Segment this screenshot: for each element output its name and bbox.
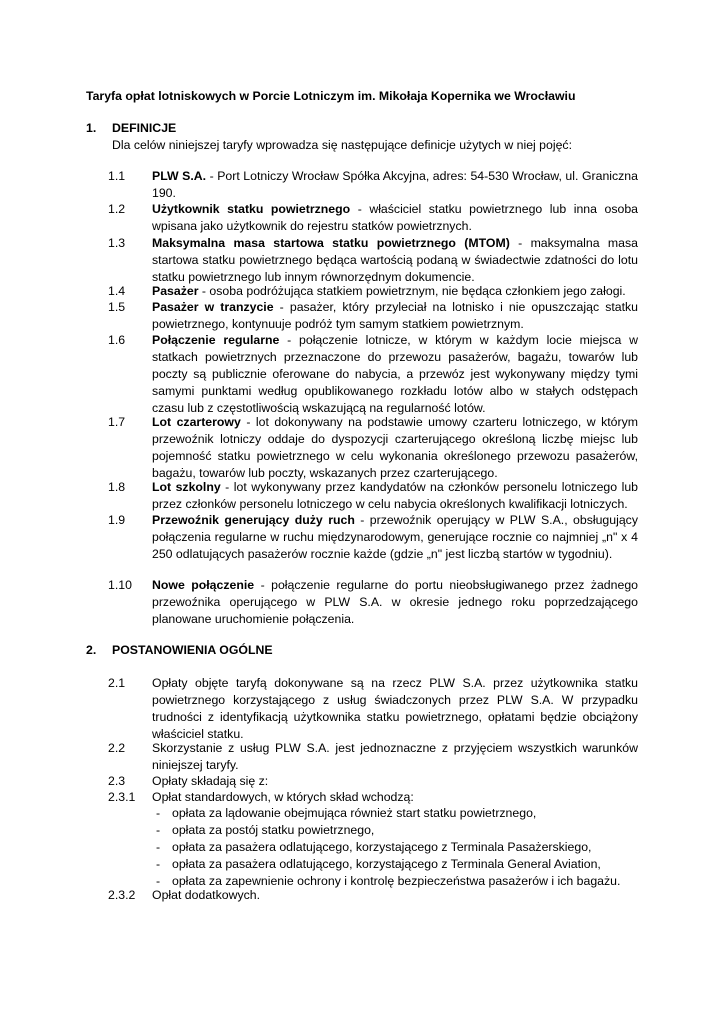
definition-term: Lot czarterowy	[152, 415, 241, 429]
section-2-number: 2.	[86, 643, 97, 657]
item-number: 1.9	[108, 513, 126, 527]
provision-2-2	[108, 740, 638, 774]
item-number: 2.3.1	[108, 790, 136, 804]
definition-text: - przewoźnik operujący w PLW S.A., obsługujący połączenia regularne w ruchu międzynarodowym, generujące rocznie co najmniej „n" x 4 250 odlatujących pasażerów rocznie każde (gdzie „n" jest liczbą startów w tygodniu).	[152, 513, 638, 561]
provision-text: Opłat standardowych, w których skład wchodzą:	[152, 790, 414, 804]
definition-1-3	[108, 235, 638, 286]
provision-2-3	[108, 773, 638, 790]
definition-term: Pasażer	[152, 284, 199, 298]
list-item: - opłata za pasażera odlatującego, korzystającego z Terminala General Aviation,	[156, 857, 601, 871]
item-number: 1.5	[108, 300, 126, 314]
definition-text: - połączenie regularne do portu nieobsługiwanego przez żadnego przewoźnika operującego w PLW S.A. w okresie jednego roku poprzedzającego planowane uruchomienie połączenia.	[152, 578, 638, 626]
dash-bullet: -	[156, 823, 161, 837]
provision-2-3-2	[108, 887, 638, 904]
provision-2-3-1	[108, 789, 638, 806]
dash-bullet: -	[156, 806, 161, 820]
dash-bullet: -	[156, 874, 161, 888]
definition-text: - maksymalna masa startowa statku powietrznego będąca wartością podaną w świadectwie zdatności do lotu statku powietrznego lub innym równorzędnym dokumencie.	[152, 236, 638, 284]
definition-text: - pasażer, który przyleciał na lotnisko i nie opuszczając statku powietrznego, kontynuuje podróż tym samym statkiem powietrznym.	[152, 300, 638, 331]
document-title: Taryfa opłat lotniskowych w Porcie Lotniczym im. Mikołaja Kopernika we Wrocławiu	[86, 89, 576, 103]
list-item: - opłata za zapewnienie ochrony i kontrolę bezpieczeństwa pasażerów i ich bagażu.	[156, 874, 621, 888]
list-item: - opłata za postój statku powietrznego,	[156, 823, 375, 837]
item-number: 1.1	[108, 169, 126, 183]
dash-bullet: -	[156, 857, 161, 871]
definition-term: Maksymalna masa startowa statku powietrznego (MTOM)	[152, 236, 510, 250]
definition-1-4	[108, 283, 638, 300]
definition-text: - właściciel statku powietrznego lub inna osoba wpisana jako użytkownik do rejestru statków powietrznych.	[152, 202, 638, 233]
definition-1-1	[108, 168, 638, 202]
provision-text: Opłat dodatkowych.	[152, 888, 261, 902]
definition-1-9	[108, 512, 638, 563]
definition-term: Użytkownik statku powietrznego	[152, 202, 351, 216]
definition-term: Lot szkolny	[152, 480, 221, 494]
section-1-number: 1.	[86, 121, 97, 135]
definition-term: Nowe połączenie	[152, 578, 255, 592]
definition-text: - osoba podróżująca statkiem powietrznym, nie będąca członkiem jego załogi.	[198, 284, 626, 298]
provision-2-1	[108, 675, 638, 743]
standard-fees-list	[150, 805, 620, 890]
definition-1-8	[108, 479, 638, 513]
definition-text: - Port Lotniczy Wrocław Spółka Akcyjna, adres: 54-530 Wrocław, ul. Graniczna 190.	[152, 169, 638, 200]
item-number: 2.1	[108, 676, 126, 690]
section-1-heading: DEFINICJE	[112, 121, 177, 135]
item-number: 2.3	[108, 774, 126, 788]
provision-text: Opłaty objęte taryfą dokonywane są na rzecz PLW S.A. przez użytkownika statku powietrznego korzystającego z usług świadczonych przez PLW S.A. W przypadku trudności z identyfikacją użytkownika statku powietrznego, opłatami będzie obciążony właściciel statku.	[152, 676, 638, 741]
definition-term: Przewoźnik generujący duży ruch	[152, 513, 355, 527]
definition-1-10	[108, 577, 638, 628]
definition-term: PLW S.A.	[152, 169, 207, 183]
list-item: - opłata za pasażera odlatującego, korzystającego z Terminala Pasażerskiego,	[156, 840, 592, 854]
item-number: 1.8	[108, 480, 126, 494]
item-number: 1.10	[108, 578, 132, 592]
definition-1-6	[108, 332, 638, 417]
definition-text: - lot wykonywany przez kandydatów na członków personelu lotniczego lub przez członków personelu lotniczego w celu nabycia określonych kwalifikacji lotniczych.	[152, 480, 638, 511]
item-number: 2.3.2	[108, 888, 136, 902]
section-2-heading: POSTANOWIENIA OGÓLNE	[112, 643, 273, 657]
definition-1-2	[108, 201, 638, 235]
definition-text: - połączenie lotnicze, w którym w każdym locie miejsca w statkach powietrznych przeznaczone do przewozu pasażerów, bagażu, towarów lub poczty są publicznie oferowane do nabycia, a przewóz jest wykonywany między tymi samymi punktami według opublikowanego rozkładu lotów albo w stałych odstępach czasu lub z częstotliwością wskazującą na regularność lotów.	[152, 333, 638, 415]
provision-text: Skorzystanie z usług PLW S.A. jest jednoznaczne z przyjęciem wszystkich warunków niniejszej taryfy.	[152, 741, 638, 772]
section-1-intro: Dla celów niniejszej taryfy wprowadza się następujące definicje użytych w niej pojęć:	[112, 138, 572, 152]
definition-1-7	[108, 414, 638, 482]
definition-1-5	[108, 299, 638, 333]
item-number: 1.7	[108, 415, 126, 429]
dash-bullet: -	[156, 840, 161, 854]
item-number: 1.2	[108, 202, 126, 216]
item-number: 1.6	[108, 333, 126, 347]
definition-term: Połączenie regularne	[152, 333, 280, 347]
item-number: 1.4	[108, 284, 126, 298]
definition-term: Pasażer w tranzycie	[152, 300, 274, 314]
definition-text: - lot dokonywany na podstawie umowy czarteru lotniczego, w którym przewoźnik lotniczy oddaje do dyspozycji czarterującego określoną liczbę miejsc lub pojemność statku powietrznego w celu wykonania określonego przewozu pasażerów, bagażu, towarów lub poczty, wskazanych przez czarterującego.	[152, 415, 638, 480]
item-number: 2.2	[108, 741, 126, 755]
item-number: 1.3	[108, 236, 126, 250]
provision-text: Opłaty składają się z:	[152, 774, 269, 788]
list-item: - opłata za lądowanie obejmująca również start statku powietrznego,	[156, 806, 537, 820]
